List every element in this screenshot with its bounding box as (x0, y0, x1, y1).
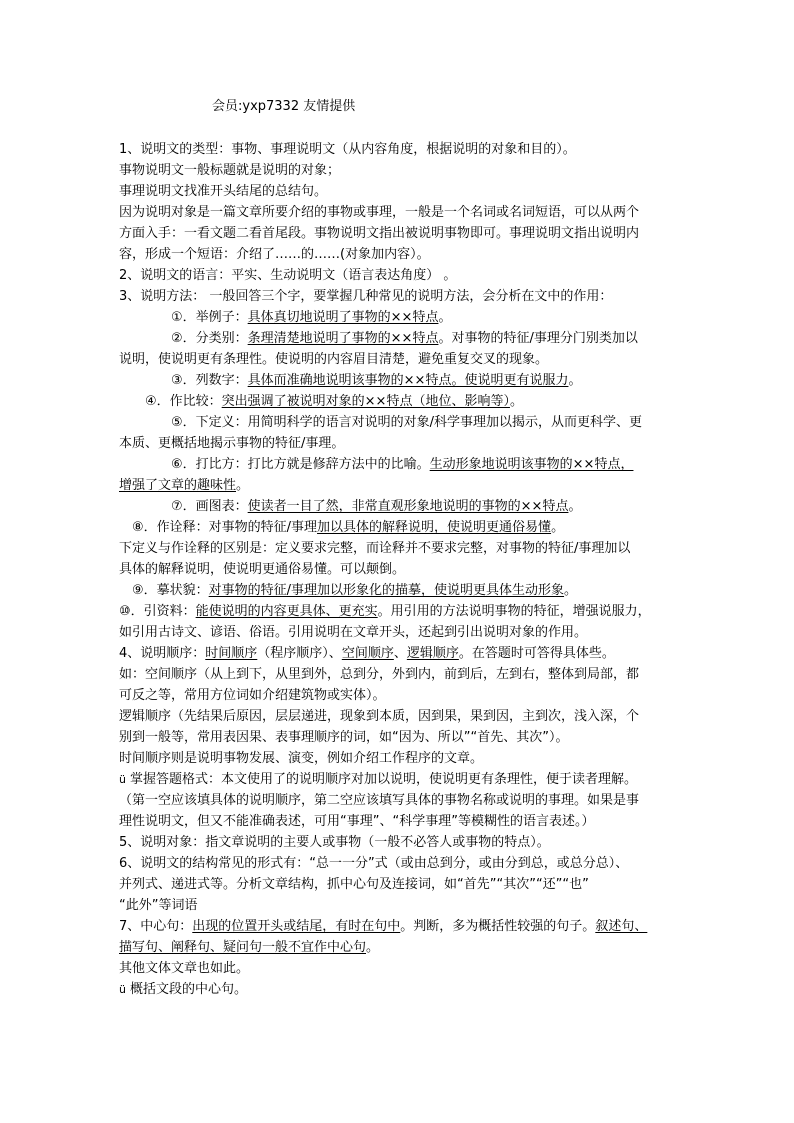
text-segment: 。判断，多为概括性较强的句子。 (400, 919, 596, 934)
text-line (119, 412, 679, 433)
underlined-text: 增强了文章的趣味性 (119, 478, 237, 493)
text-segment: 4、说明顺序： (119, 646, 206, 661)
text-segment: 。 (236, 478, 250, 493)
text-line (119, 601, 679, 622)
text-segment: 。用引用的方法说明事物的特征，增强说服力， (377, 604, 651, 619)
text-segment: “此外”等词语 (119, 898, 198, 913)
underlined-text: 使读者一目了然，非常直观形象地说明的事物的××特点 (247, 499, 569, 514)
text-segment: ①．举例子： (171, 310, 248, 325)
text-line (119, 706, 679, 727)
text-line (119, 853, 679, 874)
text-line (119, 202, 679, 223)
text-segment: 掌握答题格式：本文使用了的说明顺序对加以说明，使说明更有条理性，便于读者理解。 (129, 772, 637, 787)
text-line (119, 664, 679, 685)
underlined-text: 具体而准确地说明该事物的××特点。使说明更有说服力 (247, 373, 569, 388)
text-segment: 概括文段的中心句。 (129, 982, 247, 997)
document-body (119, 139, 679, 1000)
text-line (119, 832, 679, 853)
text-line (119, 811, 679, 832)
text-line (119, 895, 679, 916)
bullet-mark: ü (119, 773, 126, 786)
text-line (119, 475, 679, 496)
text-segment: 。对事物的特征/事理分门别类加以 (438, 331, 638, 346)
underlined-text: 生动形象地说明该事物的××特点， (429, 457, 634, 472)
text-line (119, 244, 679, 265)
text-segment: 。 (438, 310, 452, 325)
underlined-text: 具体真切地说明了事物的××特点 (247, 310, 439, 325)
text-segment: ⑤．下定义：用简明科学的语言对说明的对象/科学事理加以揭示，从而更科学、更 (171, 415, 643, 430)
text-segment: ③．列数字： (171, 373, 248, 388)
text-line (119, 181, 679, 202)
underlined-text: 空间顺序 (341, 646, 394, 661)
underlined-text: 描写句、阐释句、疑问句一般不宜作中心句 (119, 940, 367, 955)
text-line (119, 328, 679, 349)
text-line (119, 538, 679, 559)
text-line (119, 727, 679, 748)
text-segment: ⑧．作诠释：对事物的特征/事理 (132, 520, 318, 535)
text-segment: 、 (393, 646, 407, 661)
text-segment: 2、说明文的语言：平实、生动说明文（语言表达角度） 。 (119, 268, 457, 283)
underlined-text: 能使说明的内容更具体、更充实 (195, 604, 378, 619)
text-segment: （程序顺序）、 (257, 646, 342, 661)
underlined-text: 出现的位置开头或结尾，有时在句中 (192, 919, 401, 934)
text-line (119, 370, 679, 391)
text-segment: 事物说明文一般标题就是说明的对象； (119, 163, 341, 178)
text-line (119, 916, 679, 937)
underlined-text: 突出强调了被说明对象的××特点（地位、影响等） (221, 394, 510, 409)
underlined-text: 时间顺序 (205, 646, 258, 661)
text-segment: 说明，使说明更有条理性。使说明的内容眉目清楚，避免重复交叉的现象。 (119, 352, 549, 367)
text-segment: 7、中心句： (119, 919, 193, 934)
text-segment: 如：空间顺序（从上到下，从里到外，总到分，外到内，前到后，左到右，整体到局部，都 (119, 667, 640, 682)
text-segment: 。 (551, 520, 565, 535)
text-line (119, 496, 679, 517)
text-line (119, 517, 679, 538)
text-line (119, 979, 679, 1000)
text-line (119, 790, 679, 811)
text-segment: 6、说明文的结构常见的形式有：“总一一分”式（或由总到分，或由分到总，或总分总）、 (119, 856, 629, 871)
text-segment: ②．分类别： (171, 331, 248, 346)
text-segment: 。 (568, 499, 582, 514)
text-segment: 方面入手：一看文题二看首尾段。事物说明文指出被说明事物即可。事理说明文指出说明内 (119, 226, 640, 241)
text-line (119, 643, 679, 664)
text-segment: 容，形成一个短语：介绍了……的……(对象加内容）。 (119, 247, 430, 262)
text-line (119, 433, 679, 454)
text-segment: 本质、更概括地揭示事物的特征/事理。 (119, 436, 345, 451)
text-line (119, 937, 679, 958)
text-segment: 理性说明文，但又不能准确表述，可用“事理”、“科学事理”等模糊性的语言表述。） (119, 814, 595, 829)
text-line (119, 622, 679, 643)
text-segment: 逻辑顺序（先结果后原因，层层递进，现象到本质，因到果，果到因，主到次，浅入深，个 (119, 709, 640, 724)
text-segment: 并列式、递进式等。分析文章结构，抓中心句及连接词，如“首先”“其次”“还”“也” (119, 877, 589, 892)
text-segment: 。在答题时可答得具体些。 (458, 646, 615, 661)
text-line (119, 748, 679, 769)
text-line (119, 580, 679, 601)
underlined-text: 对事物的特征/事理加以形象化的描摹，使说明更具体生动形象 (208, 583, 565, 598)
text-segment: 事理说明文找准开头结尾的总结句。 (119, 184, 328, 199)
text-line (119, 265, 679, 286)
text-line (119, 685, 679, 706)
text-segment: ⑩．引资料： (119, 604, 196, 619)
text-segment: 时间顺序则是说明事物发展、演变，例如介绍工作程序的文章。 (119, 751, 484, 766)
text-line (119, 559, 679, 580)
text-line (119, 958, 679, 979)
text-segment: 3、说明方法： 一般回答三个字，要掌握几种常见的说明方法，会分析在文中的作用： (119, 289, 613, 304)
text-segment: 其他文体文章也如此。 (119, 961, 250, 976)
text-segment: 1、说明文的类型：事物、事理说明文（从内容角度，根据说明的对象和目的）。 (119, 142, 576, 157)
text-segment: 5、说明对象：指文章说明的主要人或事物（一般不必答人或事物的特点）。 (119, 835, 550, 850)
text-segment: （第一空应该填具体的说明顺序，第二空应该填写具体的事物名称或说明的事理。如果是事 (119, 793, 640, 808)
text-segment: 别到一般等，常用表因果、表事理顺序的词，如“因为、所以”“首先、其次”）。 (119, 730, 569, 745)
text-segment: ⑨．摹状貌： (132, 583, 209, 598)
bullet-mark: ü (119, 983, 126, 996)
text-segment: 如引用古诗文、谚语、俗语。引用说明在文章开头，还起到引出说明对象的作用。 (119, 625, 588, 640)
text-line (119, 874, 679, 895)
text-line (119, 286, 679, 307)
text-segment: 。 (564, 583, 578, 598)
underlined-text: 逻辑顺序 (406, 646, 459, 661)
text-line (119, 454, 679, 475)
text-segment: 具体的解释说明，使说明更通俗易懂。可以颠倒。 (119, 562, 406, 577)
text-line (119, 139, 679, 160)
text-line (119, 391, 679, 412)
text-line (119, 160, 679, 181)
underlined-text: 加以具体的解释说明，使说明更通俗易懂 (317, 520, 552, 535)
text-line (119, 307, 679, 328)
text-segment: ⑥．打比方：打比方就是修辞方法中的比喻。 (171, 457, 430, 472)
text-segment: ⑦．画图表： (171, 499, 248, 514)
underlined-text: 条理清楚地说明了事物的××特点 (247, 331, 439, 346)
header-provider-note: 会员:yxp7332 友情提供 (212, 99, 356, 114)
text-line (119, 223, 679, 244)
text-segment: 。 (568, 373, 582, 388)
text-segment: 。 (509, 394, 523, 409)
underlined-text: 叙述句、 (595, 919, 648, 934)
text-segment: 因为说明对象是一篇文章所要介绍的事物或事理，一般是一个名词或名词短语，可以从两个 (119, 205, 640, 220)
text-line (119, 349, 679, 370)
text-segment: 可反之等，常用方位词如介绍建筑物或实体）。 (119, 688, 386, 703)
text-line (119, 769, 679, 790)
text-segment: 。 (366, 940, 380, 955)
text-segment: ④．作比较： (145, 394, 222, 409)
text-segment: 下定义与作诠释的区别是：定义要求完整，而诠释并不要求完整，对事物的特征/事理加以 (119, 541, 631, 556)
